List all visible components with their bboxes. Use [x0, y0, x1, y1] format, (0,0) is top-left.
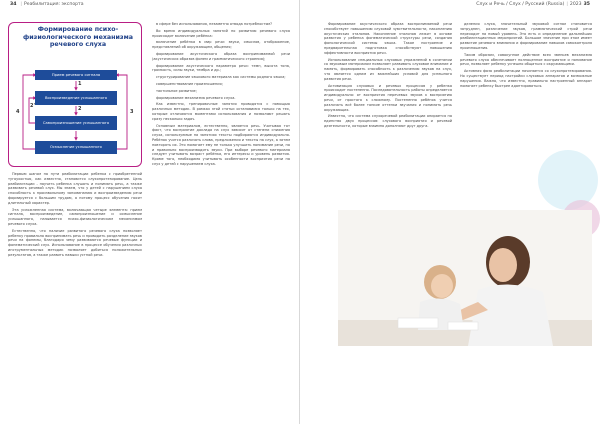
paragraph: Основным материалом, естественно, является речь. Учитывая тот факт, что восприятие доклада на слух зависит от степени снижения слуха, используемые на занятиях тексты подбираются индивидуально. Ребёнок учится различать слова, предложения и тексты на слух, а затем повторять их. Это помогает ему не только улучшить понимание речи, но и правильно воспроизводить звуки. При выборе речевого материала следует учитывать возраст ребёнка, его интересы и уровень развития. Кроме того, необходимо учитывать особенности восприятия речи на слух у детей с нарушением слуха.	[152, 123, 290, 166]
bullet-item: формирование механизма речевого слуха.	[156, 95, 236, 100]
left-page-number: 34	[10, 2, 17, 7]
left-page-header	[8, 2, 84, 7]
bullet-item: формирование акустического образа воспринимаемой речи (акустических образов фонем и грамматического строения);	[152, 51, 290, 61]
paragraph: Естественно, что наличие развитого речевого слуха позволяет ребенку правильно воспринимать речь и проводить разделение звуков речи на фонемы, благодаря чему развиваются речевые функции и фонематический слух. Использование в процессе обучения различных инструментальных методик позволяет добиться положительных результатов, а также развить навыки устной речи.	[8, 228, 142, 257]
header-separator: |	[20, 2, 22, 7]
node-comprehension: Осмысление услышанного	[35, 141, 117, 154]
paragraph: Как известно, тренировочные занятия проводятся с помощью различных методик. В рамках этой статьи остановимся только на тех, которые отличаются моментами использования и позволяют решать сразу несколько задач.	[152, 102, 290, 121]
paragraph: деления слуха, значительный звуковой сигнал становится затруднен, различение звуков, грамматический строй речи переходит на новый уровень. Это есть и определение дальнейших реабилитационных мероприятий. Большое значение при этом имеет развитие речевого внимания и формирование навыков самоконтроля произношения.	[460, 22, 592, 50]
paragraph: Формирование акустического образа воспринимаемой речи способствует повышению слуховой чувствительности, накоплению акустических эталонов. Накопление эталонов лежит в основе развития у ребенка фонематической структуры речи, создания фонологической системы языка. Такое построение и предварительная подготовка способствуют повышению эффективности восприятия речи.	[324, 22, 452, 55]
bullet-item: структурирование языкового материала как системы родного языка;	[156, 75, 286, 80]
bullet-item: формирование акустического параметра речи: темп, высота тона, громкость, силы звуки, тембра и др.;	[152, 63, 290, 73]
node-reproduction: Воспроизведение услышанного	[35, 91, 117, 105]
right-column-2	[460, 22, 592, 90]
paragraph: Активная фаза реабилитации начинается со слухопротезирования. Но существует период настройки слуховых аппаратов и возможные нарушения. Важно, что известно, правильно настроенный аппарат помогает ребенку быстрее адаптироваться.	[460, 69, 592, 88]
paragraph: Использование специальных слуховых упражнений в сочетании со звуковым материалом позволяет развивать слуховое внимание и память, формировать способность к различению звуков на слух, что является одним из важнейших условий для успешного развития речи.	[324, 57, 452, 81]
diagram-figure	[8, 22, 142, 167]
label-3: 3	[130, 109, 134, 115]
photo-illustration	[338, 210, 592, 346]
paragraph: Первым шагом на пути реабилитации ребенка с приобретенной тугоухостью, как известно, становится слухопротезирование. Цель реабилитации - научить ребенка слушать и понимать речь, а также развивать речевой слух. Мы знаем, что у детей с нарушением слуха способность к произвольному запоминанию и воспроизведению речи формируется с большим трудом, а потому процесс обучения носит длительный характер.	[8, 172, 142, 205]
figure-title: Формирование психо-физиологического механизма речевого слуха	[23, 26, 133, 48]
journal-title: Слух и Речь / Слух / Русский (Russia)	[476, 2, 565, 7]
photo-mother-child	[338, 210, 592, 346]
right-page-header	[476, 2, 592, 7]
paragraph: Активизация слуховых и речевых процессов у ребенка происходит постепенно. Последовательность работы определяется индивидуально: от восприятия неречевых звуков к восприятию речи, от простого к сложному. Постепенно ребёнок учится различать всё более тонкие оттенки звучания и понимать речь окружающих.	[324, 83, 452, 112]
right-column-1	[324, 22, 452, 131]
bullet-item: совершенствование произношения;	[156, 81, 223, 86]
bullet-item: включение ребёнка в мир речи: звуки, смыслов, отображение, представлений об окружающем, общения;	[152, 40, 290, 50]
header-separator: |	[566, 2, 568, 7]
paragraph: Таким образом, совокупное действие всех звеньев механизма речевого слуха обеспечивает полноценное восприятие и понимание речи, позволяет ребенку успешно общаться с окружающими.	[460, 52, 592, 67]
left-column-1	[8, 172, 142, 260]
label-2-prime: 2'	[30, 103, 36, 109]
arrow-loop-3	[117, 75, 127, 149]
issue-year: 2023	[569, 2, 582, 7]
label-2: 2	[78, 106, 82, 112]
left-column-2	[152, 22, 290, 169]
label-1: 1	[78, 81, 82, 87]
paragraph: Известно, что система слухоречевой реабилитации опирается на единство двух процессов: слухового восприятия и речевой деятельности, которые взаимно дополняют друг друга.	[324, 114, 452, 128]
paragraph: в сфере без использования, незаметно отвода потребностям?	[156, 22, 272, 26]
right-page-number: 35	[583, 2, 590, 7]
left-section-title: Реабилитация: экспорта	[23, 2, 84, 7]
paragraph: Во время индивидуальных занятий по развитию речевого слуха происходит включение ребёнка:	[152, 28, 290, 38]
paragraph: Эта усложненная система, включающая четыре элемента: прием сигнала, воспроизведение, самопроизношение и осмысление услышанного, называется психо-физиологическим механизмом речевого слуха.	[8, 207, 142, 226]
label-4: 4	[16, 109, 20, 115]
node-signal-reception: Прием речевого сигнала	[35, 70, 117, 80]
bullet-item: тактильное развитие;	[156, 88, 197, 93]
node-self-pronunciation: Самопроизношение услышанного	[35, 116, 117, 130]
